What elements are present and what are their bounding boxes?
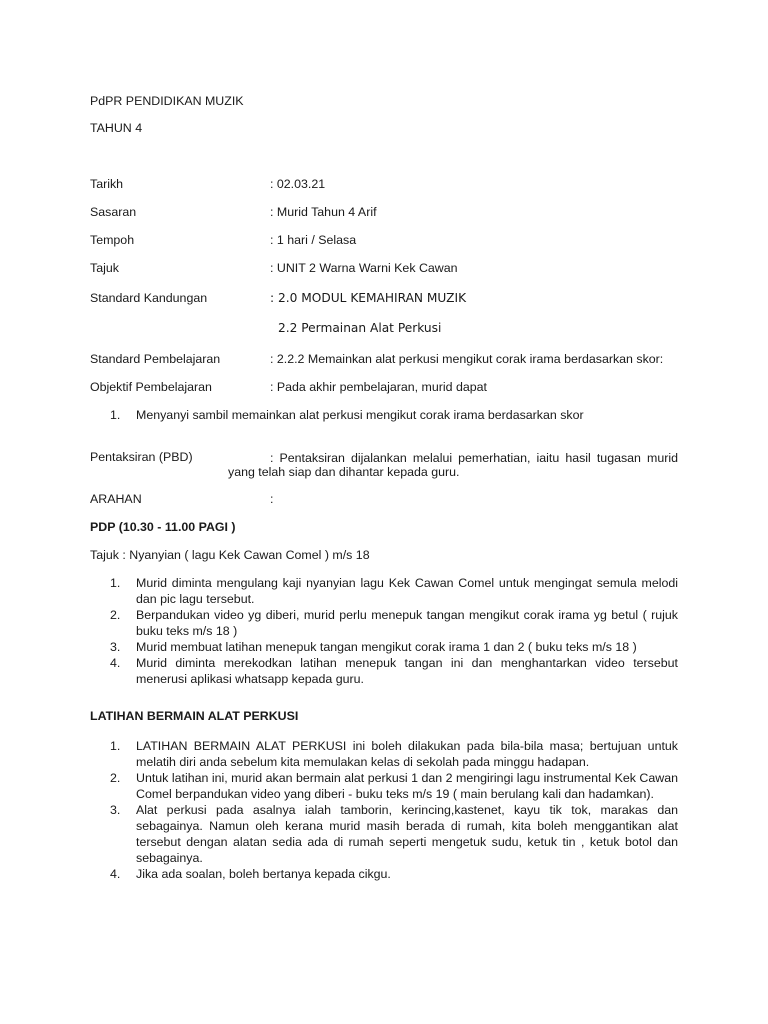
doc-subtitle: TAHUN 4 [90,121,143,135]
sasaran-value: : Murid Tahun 4 Arif [270,205,377,219]
pdp-steps [110,575,678,687]
objektif-label: Objektif Pembelajaran [90,380,212,394]
latihan-heading: LATIHAN BERMAIN ALAT PERKUSI [90,709,299,723]
list-item [110,607,678,639]
list-item-text: Menyanyi sambil memainkan alat perkusi mengikut corak irama berdasarkan skor [136,408,584,422]
list-item-number: 2. [110,608,121,622]
list-item [110,866,678,882]
list-item-number: 1. [110,739,121,753]
list-item-number: 1. [110,576,121,590]
tajuk-label: Tajuk [90,261,119,275]
pdp-tajuk: Tajuk : Nyanyian ( lagu Kek Cawan Comel ) m/s 18 [90,548,370,562]
list-item-text: LATIHAN BERMAIN ALAT PERKUSI ini boleh dilakukan pada bila-bila masa; bertujuan untuk melatih diri anda sebelum kita memulakan kelas di sekolah pada minggu hadapan. [136,739,678,769]
tarikh-value: : 02.03.21 [270,177,326,191]
list-item-text: Murid diminta mengulang kaji nyanyian lagu Kek Cawan Comel untuk mengingat semula melodi dan pic lagu tersebut. [136,576,678,606]
list-item [110,575,678,607]
list-item-text: Jika ada soalan, boleh bertanya kepada cikgu. [136,867,391,881]
sasaran-label: Sasaran [90,205,137,219]
pentaksiran-value-line1: : Pentaksiran dijalankan melalui pemerhatian, iaitu hasil tugasan murid [270,451,678,465]
list-item-number: 1. [110,408,121,422]
list-item-text: Murid diminta merekodkan latihan menepuk tangan ini dan menghantarkan video tersebut menerusi aplikasi whatsapp kepada guru. [136,656,678,686]
tarikh-label: Tarikh [90,177,124,191]
arahan-value: : [270,492,274,506]
list-item-number: 3. [110,640,121,654]
arahan-label: ARAHAN [90,492,142,506]
standard-pembelajaran-value: : 2.2.2 Memainkan alat perkusi mengikut corak irama berdasarkan skor: [270,352,664,366]
objektif-value: : Pada akhir pembelajaran, murid dapat [270,380,487,394]
pentaksiran-value-line2: yang telah siap dan dihantar kepada guru. [228,465,460,479]
doc-title: PdPR PENDIDIKAN MUZIK [90,94,244,108]
list-item-text: Murid membuat latihan menepuk tangan mengikut corak irama 1 dan 2 ( buku teks m/s 18 ) [136,640,637,654]
standard-kandungan-subvalue: 2.2 Permainan Alat Perkusi [278,321,442,335]
list-item [110,802,678,866]
list-item [110,639,678,655]
list-item [110,655,678,687]
list-item [110,738,678,770]
standard-kandungan-value: : 2.0 MODUL KEMAHIRAN MUZIK [270,291,467,305]
list-item [110,407,678,423]
list-item-text: Untuk latihan ini, murid akan bermain alat perkusi 1 dan 2 mengiringi lagu instrumental Kek Cawan Comel berpandukan video yang diberi - buku teks m/s 19 ( main berulang kali dan hadamkan). [136,771,678,801]
tempoh-value: : 1 hari / Selasa [270,233,357,247]
list-item-number: 4. [110,656,121,670]
standard-kandungan-label: Standard Kandungan [90,291,208,305]
list-item-number: 4. [110,867,121,881]
standard-pembelajaran-label: Standard Pembelajaran [90,352,221,366]
list-item [110,770,678,802]
tajuk-value: : UNIT 2 Warna Warni Kek Cawan [270,261,458,275]
list-item-number: 3. [110,803,121,817]
pentaksiran-label: Pentaksiran (PBD) [90,450,193,464]
list-item-text: Alat perkusi pada asalnya ialah tamborin, kerincing,kastenet, kayu tik tok, marakas dan sebagainya. Namun oleh kerana murid masih berada di rumah, kita boleh menggantikan alat tersebut dengan alatan sedia ada di rumah seperti mengetuk sudu, ketuk tin , ketuk botol dan sebagainya. [136,803,678,865]
list-item-number: 2. [110,771,121,785]
objektif-list [110,407,678,423]
latihan-list [110,738,678,882]
list-item-text: Berpandukan video yg diberi, murid perlu menepuk tangan mengikut corak irama yg betul ( rujuk buku teks m/s 18 ) [136,608,678,638]
pdp-heading: PDP (10.30 - 11.00 PAGI ) [90,520,236,534]
tempoh-label: Tempoh [90,233,135,247]
